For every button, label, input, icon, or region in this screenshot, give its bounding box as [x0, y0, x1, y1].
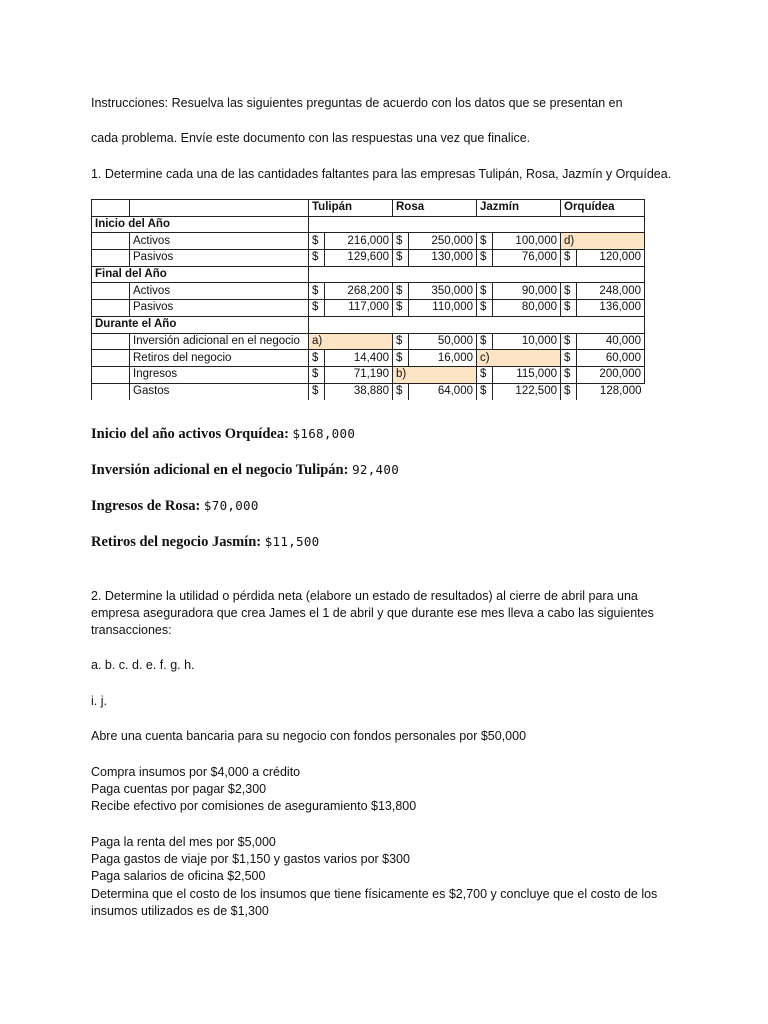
table-cell: 71,190 — [325, 366, 393, 383]
answer-value: $168,000 — [292, 426, 356, 441]
currency-sign: $ — [393, 233, 409, 250]
answer-4 — [91, 534, 320, 550]
table-cell: 50,000 — [409, 333, 477, 350]
currency-sign: $ — [393, 383, 409, 400]
answer-label: Inicio del año activos Orquídea: — [91, 426, 289, 442]
header-rosa: Rosa — [393, 200, 477, 217]
answer-1 — [91, 426, 355, 442]
transaction-item: Abre una cuenta bancaria para su negocio con fondos personales por $50,000 — [91, 729, 527, 743]
table-row — [92, 333, 645, 350]
table-cell: 110,000 — [409, 300, 477, 317]
transaction-item: Paga salarios de oficina $2,500 — [91, 869, 266, 883]
header-jazmin: Jazmín — [477, 200, 561, 217]
row-label: Pasivos — [130, 250, 309, 267]
answer-value: $11,500 — [264, 534, 320, 549]
transaction-item: Paga cuentas por pagar $2,300 — [91, 782, 267, 796]
table-cell: 10,000 — [493, 333, 561, 350]
transaction-item: Paga la renta del mes por $5,000 — [91, 835, 276, 849]
table-cell: 248,000 — [577, 283, 645, 300]
row-label: Inversión adicional en el negocio — [130, 333, 309, 350]
row-label: Retiros del negocio — [130, 350, 309, 367]
currency-sign: $ — [561, 383, 577, 400]
question-2-line-2: empresa aseguradora que crea James el 1 de abril y que durante ese mes lleva a cabo las siguientes — [91, 606, 654, 620]
row-label: Ingresos — [130, 366, 309, 383]
table-cell: 130,000 — [409, 250, 477, 267]
table-cell: 136,000 — [577, 300, 645, 317]
table-cell: 14,400 — [325, 350, 393, 367]
section-row — [92, 266, 645, 283]
section-durante: Durante el Año — [92, 316, 309, 333]
table-row — [92, 383, 645, 400]
missing-cell-c: c) — [477, 350, 561, 367]
table-cell: 60,000 — [577, 350, 645, 367]
table-row — [92, 233, 645, 250]
table-cell: 250,000 — [409, 233, 477, 250]
table-cell: 129,600 — [325, 250, 393, 267]
companies-table — [91, 199, 645, 400]
question-2-line-3: transacciones: — [91, 623, 172, 637]
currency-sign: $ — [561, 350, 577, 367]
currency-sign: $ — [309, 366, 325, 383]
currency-sign: $ — [561, 283, 577, 300]
currency-sign: $ — [561, 333, 577, 350]
row-label: Pasivos — [130, 300, 309, 317]
table-cell: 76,000 — [493, 250, 561, 267]
table-cell: 268,200 — [325, 283, 393, 300]
currency-sign: $ — [477, 366, 493, 383]
currency-sign: $ — [477, 333, 493, 350]
answer-label: Inversión adicional en el negocio Tulipán: — [91, 462, 349, 478]
answer-value: $70,000 — [203, 498, 259, 513]
letters-line-1: a. b. c. d. e. f. g. h. — [91, 658, 195, 672]
row-label: Gastos — [130, 383, 309, 400]
answer-label: Retiros del negocio Jasmín: — [91, 534, 262, 550]
currency-sign: $ — [477, 233, 493, 250]
transaction-item: Paga gastos de viaje por $1,150 y gastos varios por $300 — [91, 852, 410, 866]
missing-cell-d: d) — [561, 233, 645, 250]
answer-2 — [91, 462, 399, 478]
answer-3 — [91, 498, 259, 514]
table-cell: 90,000 — [493, 283, 561, 300]
currency-sign: $ — [393, 283, 409, 300]
table-cell: 115,000 — [493, 366, 561, 383]
table-row — [92, 350, 645, 367]
table-cell: 128,000 — [577, 383, 645, 400]
currency-sign: $ — [561, 300, 577, 317]
intro-line-2: cada problema. Envíe este documento con las respuestas una vez que finalice. — [91, 131, 531, 145]
table-cell: 40,000 — [577, 333, 645, 350]
transaction-item: Determina que el costo de los insumos que tiene físicamente es $2,700 y concluye que el costo de los — [91, 887, 658, 901]
currency-sign: $ — [477, 300, 493, 317]
currency-sign: $ — [393, 333, 409, 350]
table-cell: 16,000 — [409, 350, 477, 367]
currency-sign: $ — [309, 350, 325, 367]
currency-sign: $ — [561, 366, 577, 383]
table-row — [92, 366, 645, 383]
currency-sign: $ — [309, 383, 325, 400]
currency-sign: $ — [309, 250, 325, 267]
table-row — [92, 300, 645, 317]
answer-label: Ingresos de Rosa: — [91, 498, 201, 514]
row-label: Activos — [130, 233, 309, 250]
section-row — [92, 316, 645, 333]
transaction-item: Compra insumos por $4,000 a crédito — [91, 765, 301, 779]
transaction-item: insumos utilizados es de $1,300 — [91, 904, 269, 918]
table-row — [92, 283, 645, 300]
letters-line-2: i. j. — [91, 694, 107, 708]
currency-sign: $ — [309, 300, 325, 317]
table-cell: 100,000 — [493, 233, 561, 250]
table-cell: 216,000 — [325, 233, 393, 250]
table-cell: 80,000 — [493, 300, 561, 317]
currency-sign: $ — [309, 283, 325, 300]
currency-sign: $ — [477, 383, 493, 400]
transaction-item: Recibe efectivo por comisiones de aseguramiento $13,800 — [91, 799, 417, 813]
row-label: Activos — [130, 283, 309, 300]
header-tulipan: Tulipán — [309, 200, 393, 217]
currency-sign: $ — [393, 350, 409, 367]
section-inicio: Inicio del Año — [92, 216, 309, 233]
currency-sign: $ — [477, 283, 493, 300]
question-1-prompt: 1. Determine cada una de las cantidades faltantes para las empresas Tulipán, Rosa, Jazmín y Orquídea. — [91, 167, 672, 181]
missing-cell-b: b) — [393, 366, 477, 383]
table-cell: 117,000 — [325, 300, 393, 317]
section-final: Final del Año — [92, 266, 309, 283]
currency-sign: $ — [393, 300, 409, 317]
currency-sign: $ — [561, 250, 577, 267]
table-cell: 38,880 — [325, 383, 393, 400]
table-cell: 120,000 — [577, 250, 645, 267]
table-cell: 350,000 — [409, 283, 477, 300]
table-cell: 200,000 — [577, 366, 645, 383]
table-header-row — [92, 200, 645, 217]
table-row — [92, 250, 645, 267]
missing-cell-a: a) — [309, 333, 393, 350]
header-orquidea: Orquídea — [561, 200, 645, 217]
intro-line-1: Instrucciones: Resuelva las siguientes preguntas de acuerdo con los datos que se presentan en — [91, 96, 623, 110]
table-cell: 64,000 — [409, 383, 477, 400]
table-cell: 122,500 — [493, 383, 561, 400]
answer-value: 92,400 — [352, 462, 400, 477]
section-row — [92, 216, 645, 233]
question-2-line-1: 2. Determine la utilidad o pérdida neta (elabore un estado de resultados) al cierre de abril para una — [91, 589, 638, 603]
currency-sign: $ — [309, 233, 325, 250]
currency-sign: $ — [393, 250, 409, 267]
currency-sign: $ — [477, 250, 493, 267]
